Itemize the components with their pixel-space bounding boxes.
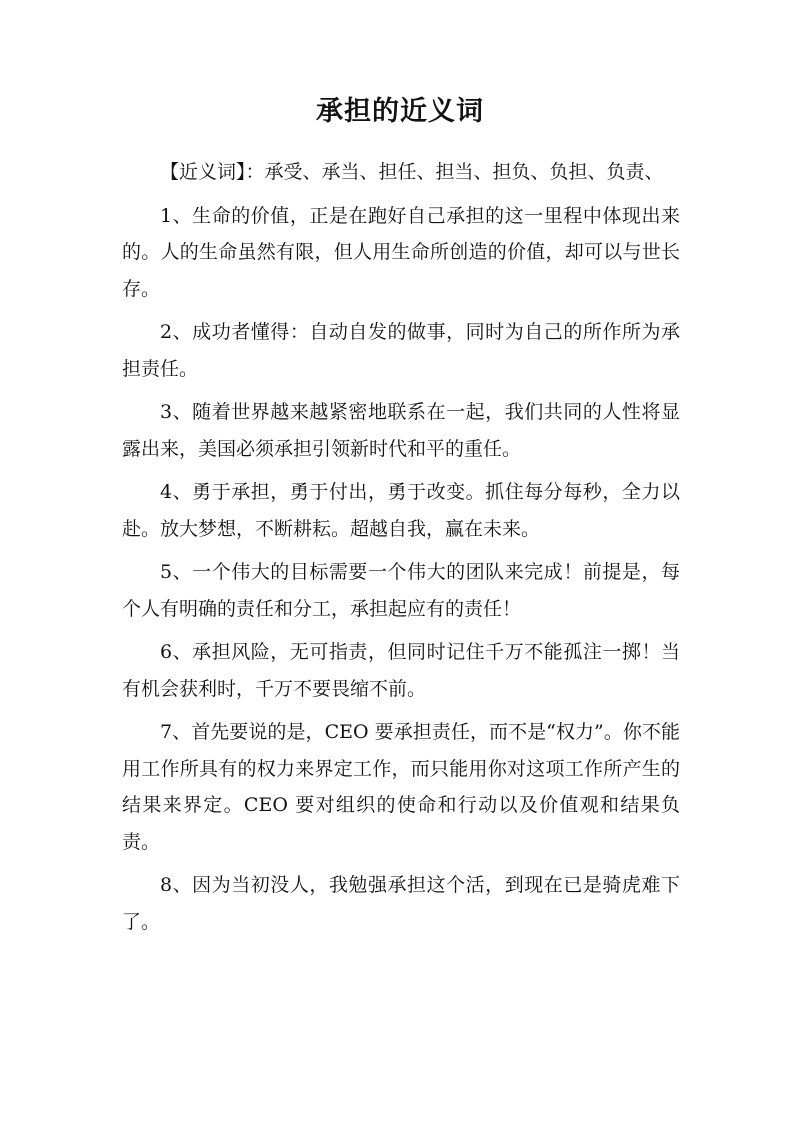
sentence-paragraph-4: 4、勇于承担，勇于付出，勇于改变。抓住每分每秒，全力以赴。放大梦想，不断耕耘。超越自我，赢在未来。 <box>122 481 680 540</box>
sentence-paragraph-7: 7、首先要说的是，CEO 要承担责任，而不是“权力”。你不能用工作所具有的权力来界定工作，而只能用你对这项工作所产生的结果来界定。CEO 要对组织的使命和行动以及价值观和结果负责。 <box>122 721 680 853</box>
sentence-paragraph-8: 8、因为当初没人，我勉强承担这个活，到现在已是骑虎难下了。 <box>122 874 680 933</box>
document-body <box>122 154 680 947</box>
document-title: 承担的近义词 <box>316 96 484 127</box>
sentence-paragraph-5: 5、一个伟大的目标需要一个伟大的团队来完成！前提是，每个人有明确的责任和分工，承担起应有的责任！ <box>122 561 680 620</box>
sentence-paragraph-3: 3、随着世界越来越紧密地联系在一起，我们共同的人性将显露出来，美国必须承担引领新时代和平的重任。 <box>122 401 680 460</box>
synonyms-paragraph: 【近义词】：承受、承当、担任、担当、担负、负担、负责、 <box>160 161 664 183</box>
sentence-paragraph-2: 2、成功者懂得：自动自发的做事，同时为自己的所作所为承担责任。 <box>122 321 680 380</box>
sentence-paragraph-1: 1、生命的价值，正是在跑好自己承担的这一里程中体现出来的。人的生命虽然有限，但人用生命所创造的价值，却可以与世长存。 <box>122 204 680 300</box>
sentence-paragraph-6: 6、承担风险，无可指责，但同时记住千万不能孤注一掷！当有机会获利时，千万不要畏缩不前。 <box>122 641 680 700</box>
